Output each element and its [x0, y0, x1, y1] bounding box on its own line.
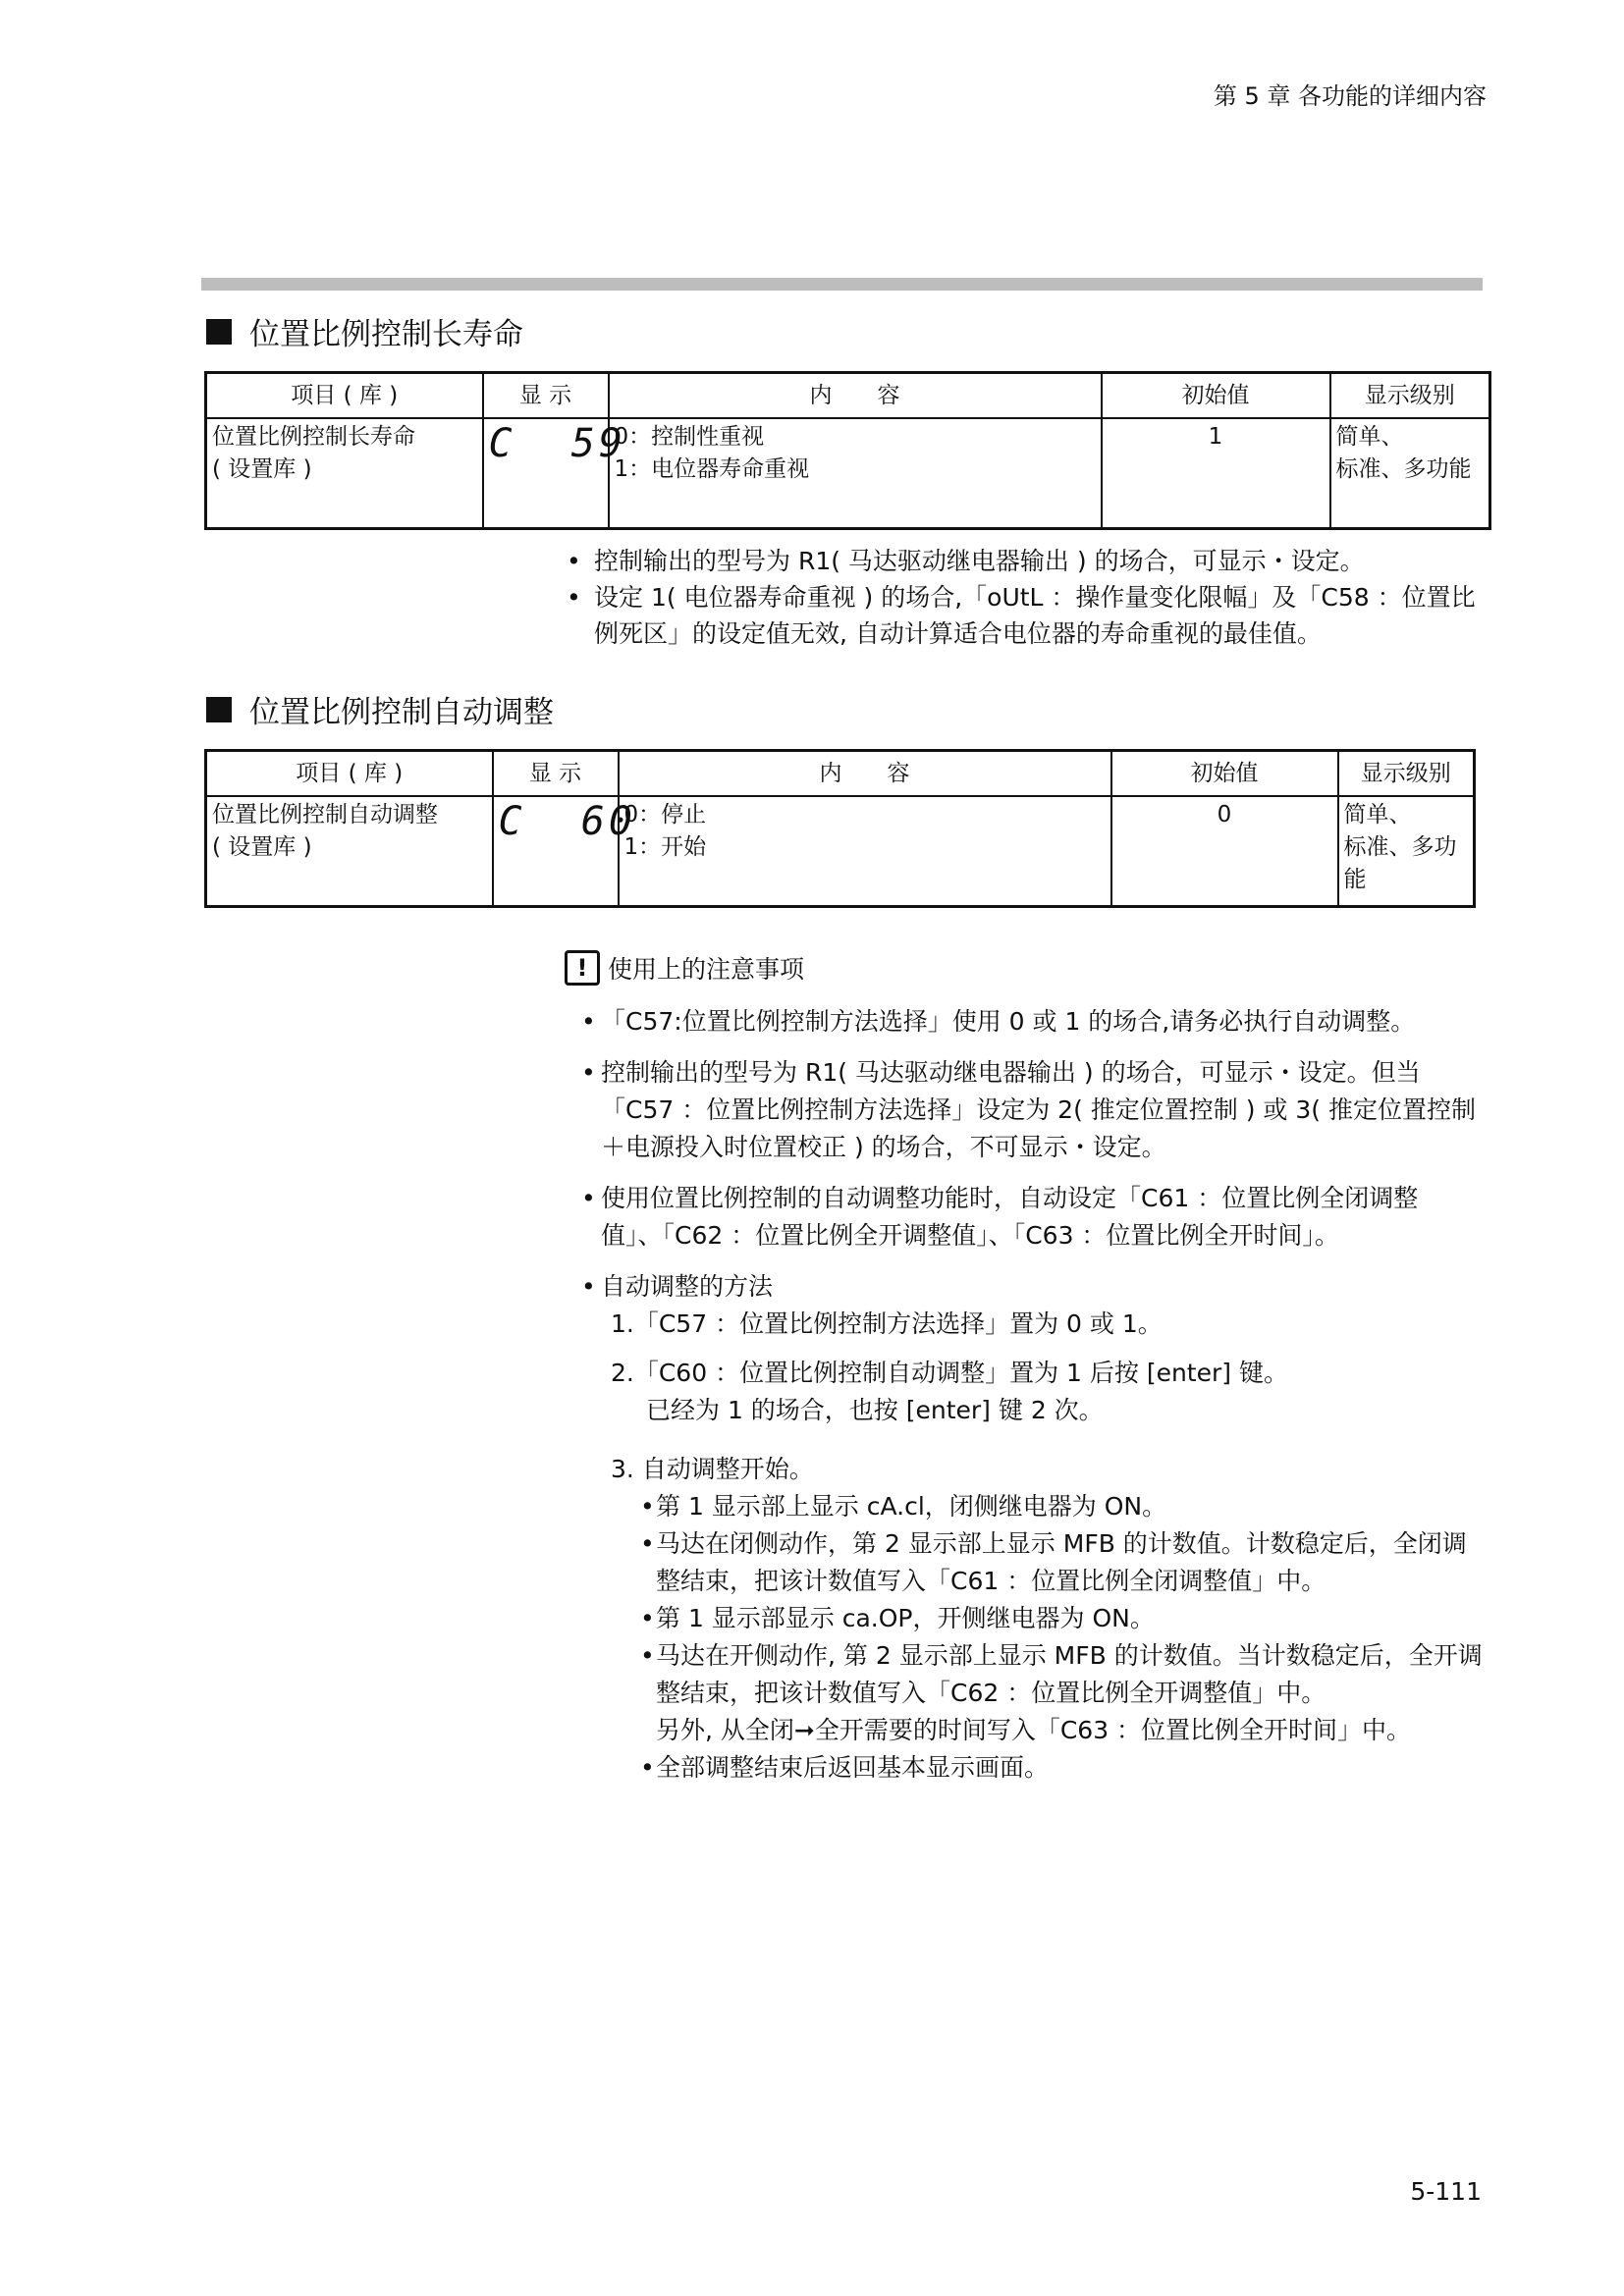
header-display: 显 示 — [483, 373, 609, 419]
square-bullet-icon — [206, 319, 232, 345]
caution-item: • 控制输出的型号为 R1( 马达驱动继电器输出 ) 的场合，可显示・设定。但当「C57 ：位置比例控制方法选择」设定为 2( 推定位置控制 ) 或 3( 推定位置控制＋电源投入时位置校正 ) 的场合，不可显示・设定。 — [579, 1054, 1483, 1166]
segment-display: C 60 — [498, 799, 636, 844]
procedure-substep: • 第 1 显示部上显示 cA.cl，闭侧继电器为 ON。 — [579, 1488, 1483, 1525]
param-table-long-life — [204, 371, 1491, 530]
content-option-0: 0：控制性重视 — [614, 424, 765, 450]
cell-display — [493, 796, 636, 907]
item-bank: ( 设置库 ) — [212, 456, 312, 482]
cell-item — [206, 418, 483, 529]
caution-item: • 自动调整的方法 — [579, 1268, 1483, 1306]
section-rule — [201, 278, 1483, 291]
cell-content — [609, 418, 1102, 529]
procedure-substep: • 马达在闭侧动作，第 2 显示部上显示 MFB 的计数值。计数稳定后，全闭调整结束，把该计数值写入「C61 ：位置比例全闭调整值」中。 — [579, 1525, 1483, 1600]
cell-content — [619, 796, 1111, 907]
caution-heading — [565, 950, 804, 986]
cell-initial: 0 — [1111, 796, 1338, 907]
level-line-1: 简单、 — [1335, 424, 1404, 450]
header-level: 显示级别 — [1338, 751, 1475, 797]
procedure-substep-note: 另外, 从全闭➞全开需要的时间写入「C63 ：位置比例全开时间」中。 — [656, 1716, 1412, 1744]
header-item: 项目 ( 库 ) — [206, 751, 493, 797]
caution-item: • 使用位置比例控制的自动调整功能时，自动设定「C61 ：位置比例全闭调整 值」、「C62 ：位置比例全开调整值」、「C63 ：位置比例全开时间」。 — [579, 1180, 1483, 1255]
caution-body — [579, 1003, 1483, 1787]
square-bullet-icon — [206, 697, 232, 722]
table-header-row — [206, 751, 1475, 797]
page-number: 5-111 — [1410, 2177, 1482, 2206]
item-name: 位置比例控制自动调整 — [212, 802, 438, 828]
note-item: • 控制输出的型号为 R1( 马达驱动继电器输出 ) 的场合，可显示・设定。 — [565, 543, 1483, 579]
cell-item — [206, 796, 493, 907]
header-display: 显 示 — [493, 751, 619, 797]
level-line-2: 标准、多功能 — [1335, 456, 1472, 482]
table-row — [206, 418, 1490, 529]
item-bank: ( 设置库 ) — [212, 834, 312, 860]
level-line-2: 标准、多功能 — [1343, 834, 1457, 892]
procedure-step: 2.「C60 ：位置比例控制自动调整」置为 1 后按 [enter] 键。 — [611, 1359, 1288, 1387]
section-title-text: 位置比例控制自动调整 — [249, 695, 554, 730]
header-initial: 初始值 — [1111, 751, 1338, 797]
cell-level — [1330, 418, 1490, 529]
header-content: 内 容 — [619, 751, 1111, 797]
content-option-0: 0：停止 — [623, 802, 707, 828]
header-item: 项目 ( 库 ) — [206, 373, 483, 419]
procedure-substep: • 全部调整结束后返回基本显示画面。 — [579, 1749, 1483, 1787]
section-title-autotune — [206, 687, 554, 731]
caution-icon: ! — [565, 950, 600, 986]
table-header-row — [206, 373, 1490, 419]
segment-display: C 59 — [488, 421, 626, 466]
chapter-header: 第 5 章 各功能的详细内容 — [1213, 82, 1487, 110]
note-item: • 设定 1( 电位器寿命重视 ) 的场合,「oUtL ：操作量变化限幅」及「C58 ：位置比例死区」的设定值无效, 自动计算适合电位器的寿命重视的最佳值。 — [565, 579, 1483, 652]
caution-title: 使用上的注意事项 — [608, 955, 805, 984]
procedure-substep: • 马达在开侧动作, 第 2 显示部上显示 MFB 的计数值。当计数稳定后，全开调整结束，把该计数值写入「C62 ：位置比例全开调整值」中。 — [579, 1637, 1483, 1712]
content-option-1: 1：电位器寿命重视 — [614, 456, 810, 482]
cell-display — [483, 418, 626, 529]
section1-notes — [565, 543, 1483, 652]
item-name: 位置比例控制长寿命 — [212, 424, 415, 450]
procedure-substep: • 第 1 显示部显示 ca.OP，开侧继电器为 ON。 — [579, 1600, 1483, 1637]
content-option-1: 1：开始 — [623, 834, 707, 860]
caution-item: • 「C57:位置比例控制方法选择」使用 0 或 1 的场合,请务必执行自动调整。 — [579, 1003, 1483, 1041]
procedure-step-note: 已经为 1 的场合，也按 [enter] 键 2 次。 — [646, 1396, 1104, 1424]
header-content: 内 容 — [609, 373, 1102, 419]
header-initial: 初始值 — [1102, 373, 1330, 419]
procedure-step: 1.「C57 ：位置比例控制方法选择」置为 0 或 1。 — [611, 1309, 1163, 1338]
section-title-long-life — [206, 309, 523, 353]
section-title-text: 位置比例控制长寿命 — [249, 317, 523, 352]
level-line-1: 简单、 — [1343, 802, 1412, 828]
cell-initial: 1 — [1102, 418, 1330, 529]
procedure-step: 3. 自动调整开始。 — [611, 1455, 814, 1483]
param-table-autotune — [204, 749, 1476, 908]
header-level: 显示级别 — [1330, 373, 1490, 419]
cell-level — [1338, 796, 1475, 907]
table-row — [206, 796, 1475, 907]
